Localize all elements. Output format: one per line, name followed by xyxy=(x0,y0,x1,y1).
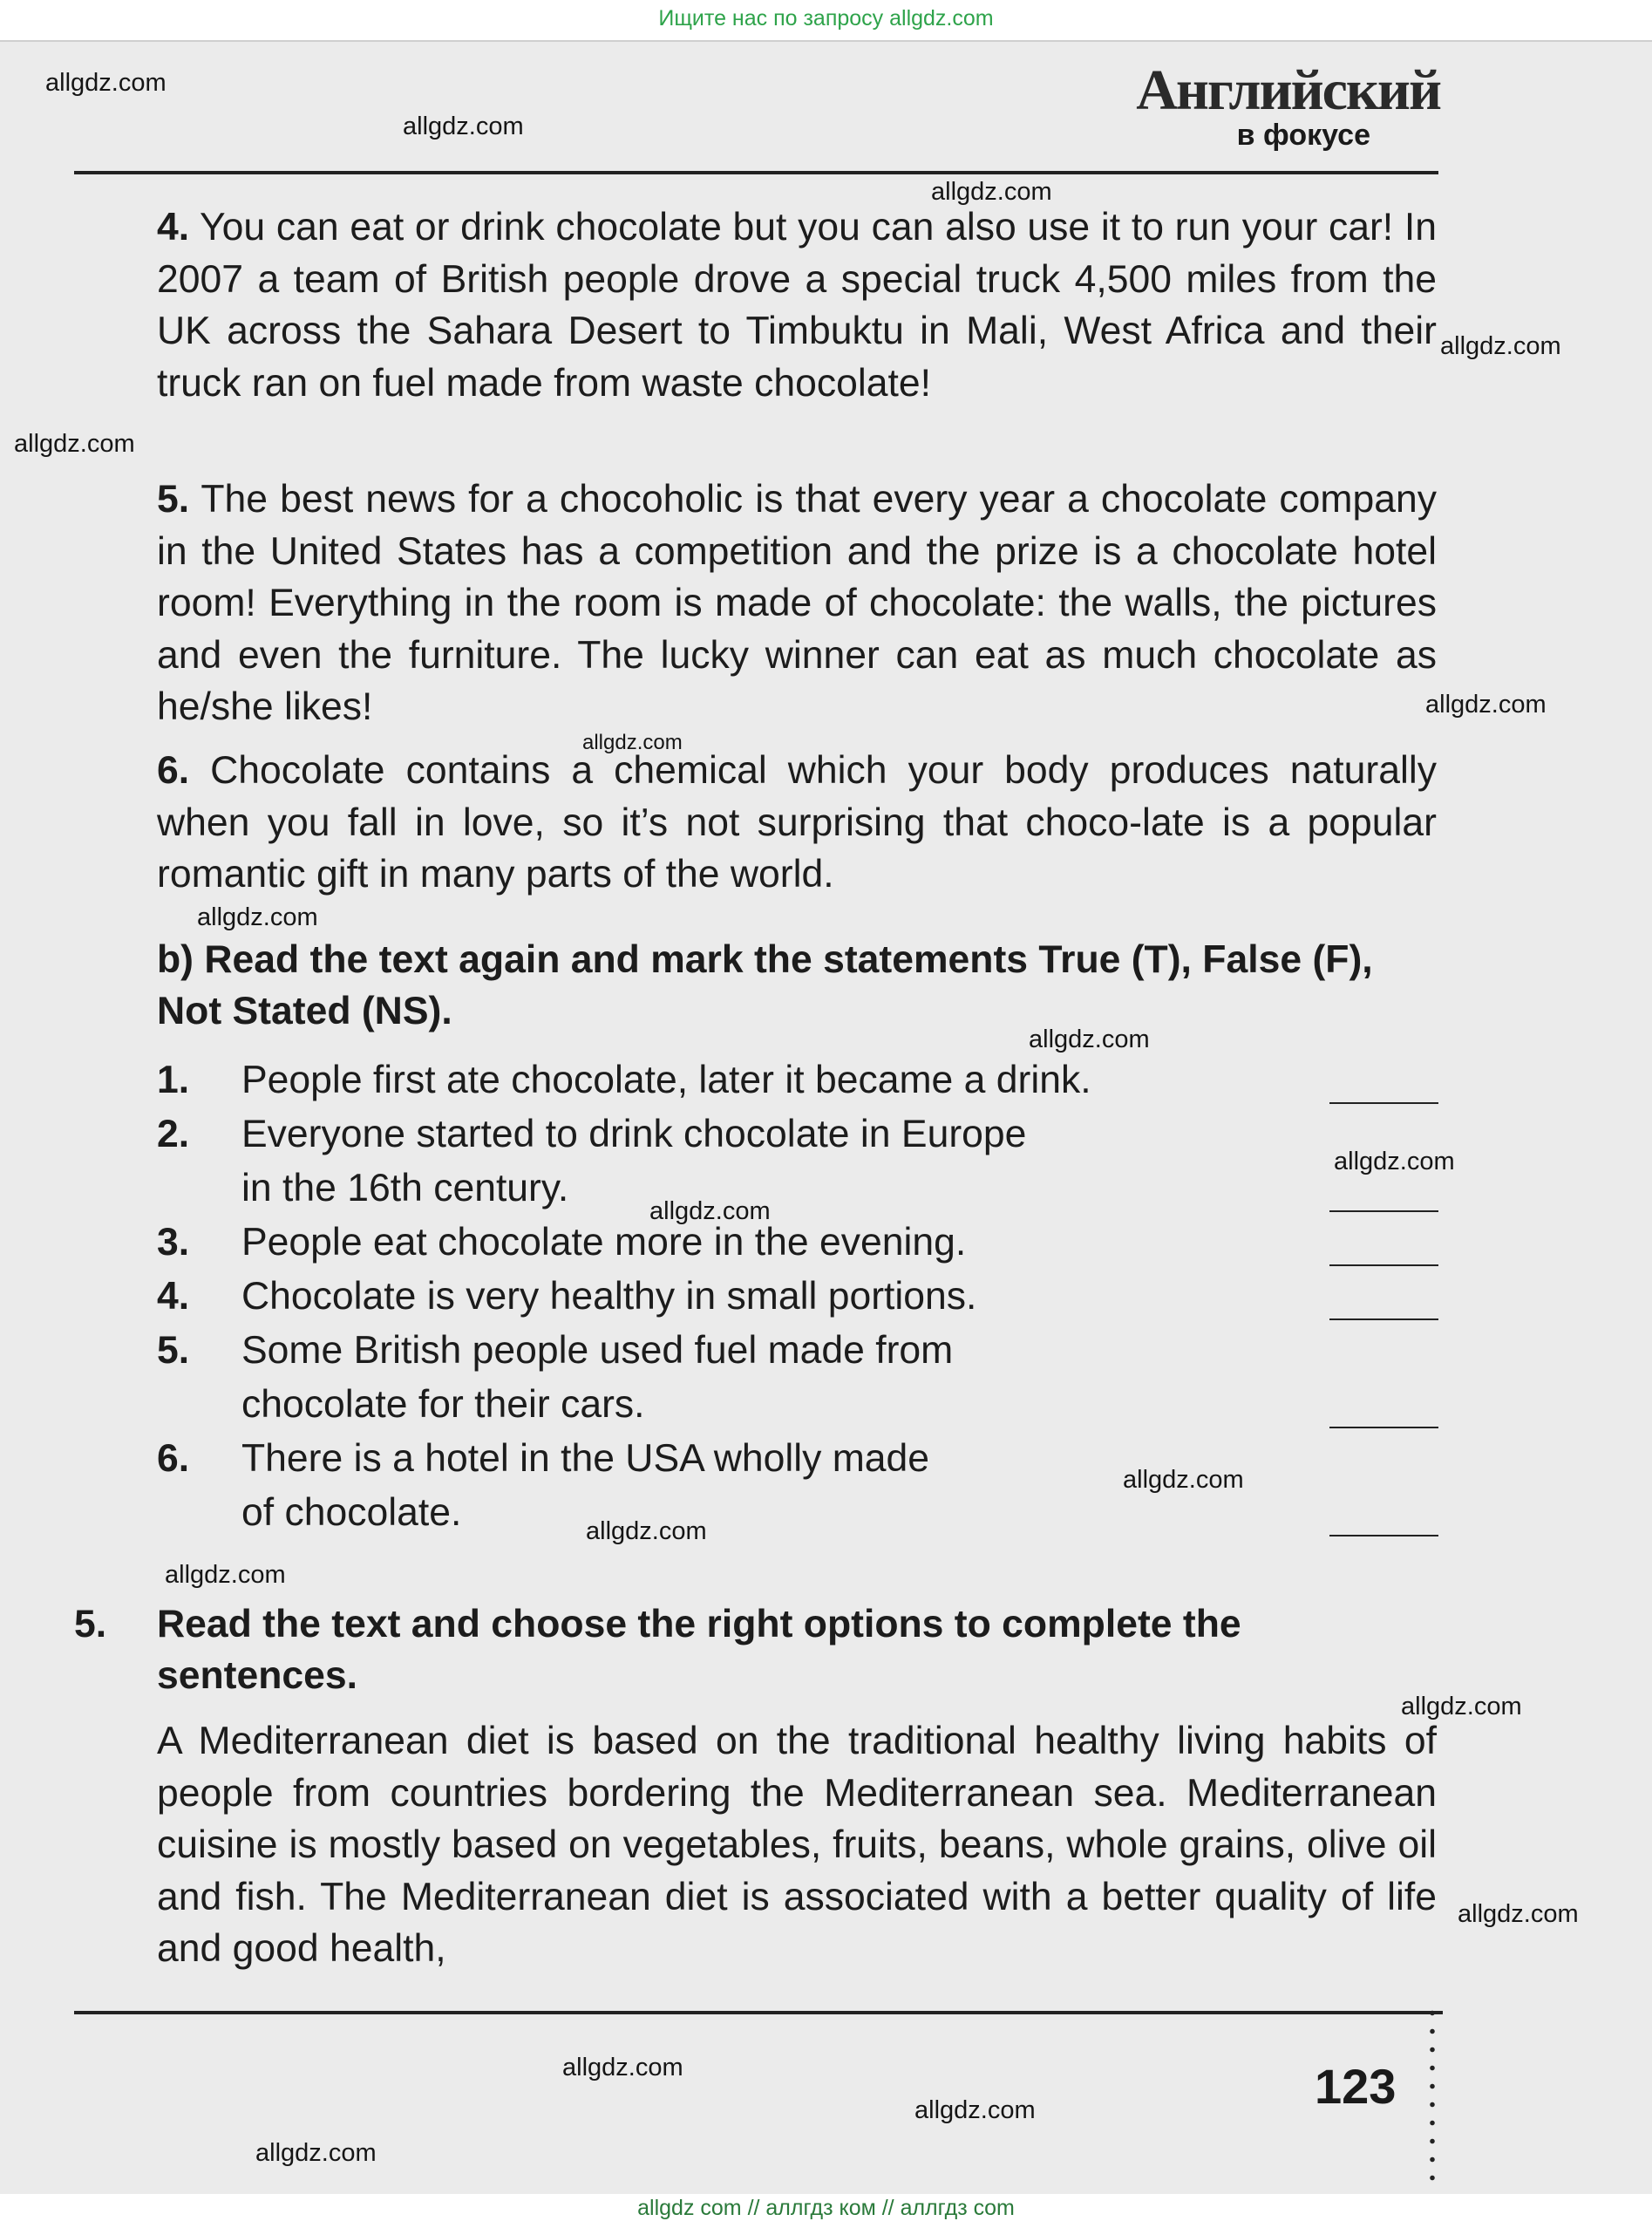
watermark: allgdz.com xyxy=(1401,1693,1522,1720)
statement-text: Chocolate is very healthy in small portions. xyxy=(241,1275,977,1318)
statement-text: Some British people used fuel made from xyxy=(241,1329,954,1372)
statement-text-continued: of chocolate. xyxy=(241,1491,462,1534)
statement-number: 4. xyxy=(157,1275,190,1318)
answer-line[interactable] xyxy=(1329,1535,1438,1536)
top-banner[interactable]: Ищите нас по запросу allgdz.com xyxy=(658,6,994,31)
watermark: allgdz.com xyxy=(165,1561,286,1589)
statement-number: 3. xyxy=(157,1221,190,1264)
watermark: allgdz.com xyxy=(1425,691,1547,719)
answer-line[interactable] xyxy=(1329,1210,1438,1212)
mediterranean-paragraph: A Mediterranean diet is based on the traditional healthy living habits of people from countries bordering the Mediterranean sea. Mediterranean cuisine is mostly based on vegetables, fruits, beans, whole grains, olive oil and fish. The Mediterranean diet is associated with a better quality of life and good health, xyxy=(157,1720,1437,1971)
paragraph-text: The best news for a chocoholic is that every year a chocolate company in the United States has a competition and the prize is a chocolate hotel room! Everything in the room is made of chocolate: the walls, the pictures and even the furniture. The lucky winner can eat as much chocolate as he/she likes! xyxy=(157,478,1437,729)
watermark: allgdz.com xyxy=(562,2054,683,2082)
statement-text-continued: chocolate for their cars. xyxy=(241,1383,645,1426)
statement-text: There is a hotel in the USA wholly made xyxy=(241,1437,930,1480)
watermark: allgdz.com xyxy=(1458,1900,1579,1928)
paragraph-text: Chocolate contains a chemical which your body produces naturally when you fall in love, so it’s not surprising that choco-late is a popular romantic gift in many parts of the world. xyxy=(157,749,1437,896)
answer-line[interactable] xyxy=(1329,1102,1438,1104)
watermark: allgdz.com xyxy=(1029,1025,1150,1053)
statement-number: 1. xyxy=(157,1059,190,1101)
statement-text: People first ate chocolate, later it became a drink. xyxy=(241,1059,1091,1101)
watermark: allgdz.com xyxy=(255,2139,377,2167)
paragraph-text: You can eat or drink chocolate but you can also use it to run your car! In 2007 a team of British people drove a special truck 4,500 miles from the UK across the Sahara Desert to Timbuktu in Mali, West Africa and their truck ran on fuel made from waste chocolate! xyxy=(157,206,1438,405)
watermark: allgdz.com xyxy=(1123,1466,1244,1494)
answer-line[interactable] xyxy=(1329,1427,1438,1428)
paragraph-5 xyxy=(157,474,1437,733)
statement-1 xyxy=(157,1053,1438,1107)
statement-3 xyxy=(157,1216,1438,1270)
statement-2 xyxy=(157,1107,1438,1216)
logo-title: Английский xyxy=(1136,58,1440,122)
watermark: allgdz.com xyxy=(582,731,683,754)
paragraph-6 xyxy=(157,745,1437,901)
watermark: allgdz.com xyxy=(586,1517,707,1545)
book-logo xyxy=(1136,58,1440,153)
statement-text: Everyone started to drink chocolate in Europe xyxy=(241,1113,1027,1155)
watermark: allgdz.com xyxy=(649,1197,771,1225)
header-rule xyxy=(74,171,1438,174)
watermark: allgdz.com xyxy=(931,178,1052,206)
page-number: 123 xyxy=(1315,2059,1397,2114)
answer-line[interactable] xyxy=(1329,1318,1438,1320)
footer-rule xyxy=(74,2011,1443,2014)
statement-number: 2. xyxy=(157,1113,190,1155)
watermark: allgdz.com xyxy=(403,112,524,140)
paragraph-4 xyxy=(157,201,1437,409)
exercise-5-instruction: Read the text and choose the right options to complete the sentences. xyxy=(157,1603,1241,1697)
paragraph-number: 6. xyxy=(157,749,190,792)
bottom-banner[interactable]: allgdz com // аллгдз ком // аллгдз com xyxy=(637,2196,1015,2220)
statement-6 xyxy=(157,1432,1438,1540)
exercise-5-number: 5. xyxy=(74,1603,107,1645)
watermark: allgdz.com xyxy=(45,69,167,97)
watermark: allgdz.com xyxy=(1334,1148,1455,1175)
paragraph-number: 4. xyxy=(157,206,190,249)
statement-5 xyxy=(157,1324,1438,1432)
statement-text: People eat chocolate more in the evening. xyxy=(241,1221,967,1264)
statement-4 xyxy=(157,1270,1438,1324)
task-b-instruction: b) Read the text again and mark the statements True (T), False (F), Not Stated (NS). xyxy=(157,938,1373,1032)
watermark: allgdz.com xyxy=(14,430,135,458)
watermark: allgdz.com xyxy=(914,2096,1036,2124)
statement-number: 6. xyxy=(157,1437,190,1480)
dotted-edge xyxy=(1430,2004,1435,2187)
watermark: allgdz.com xyxy=(1440,332,1561,360)
logo-subtitle: в фокусе xyxy=(1236,119,1370,152)
answer-line[interactable] xyxy=(1329,1264,1438,1266)
paragraph-number: 5. xyxy=(157,478,190,521)
watermark: allgdz.com xyxy=(197,903,318,931)
statement-text-continued: in the 16th century. xyxy=(241,1167,569,1209)
statement-number: 5. xyxy=(157,1329,190,1372)
